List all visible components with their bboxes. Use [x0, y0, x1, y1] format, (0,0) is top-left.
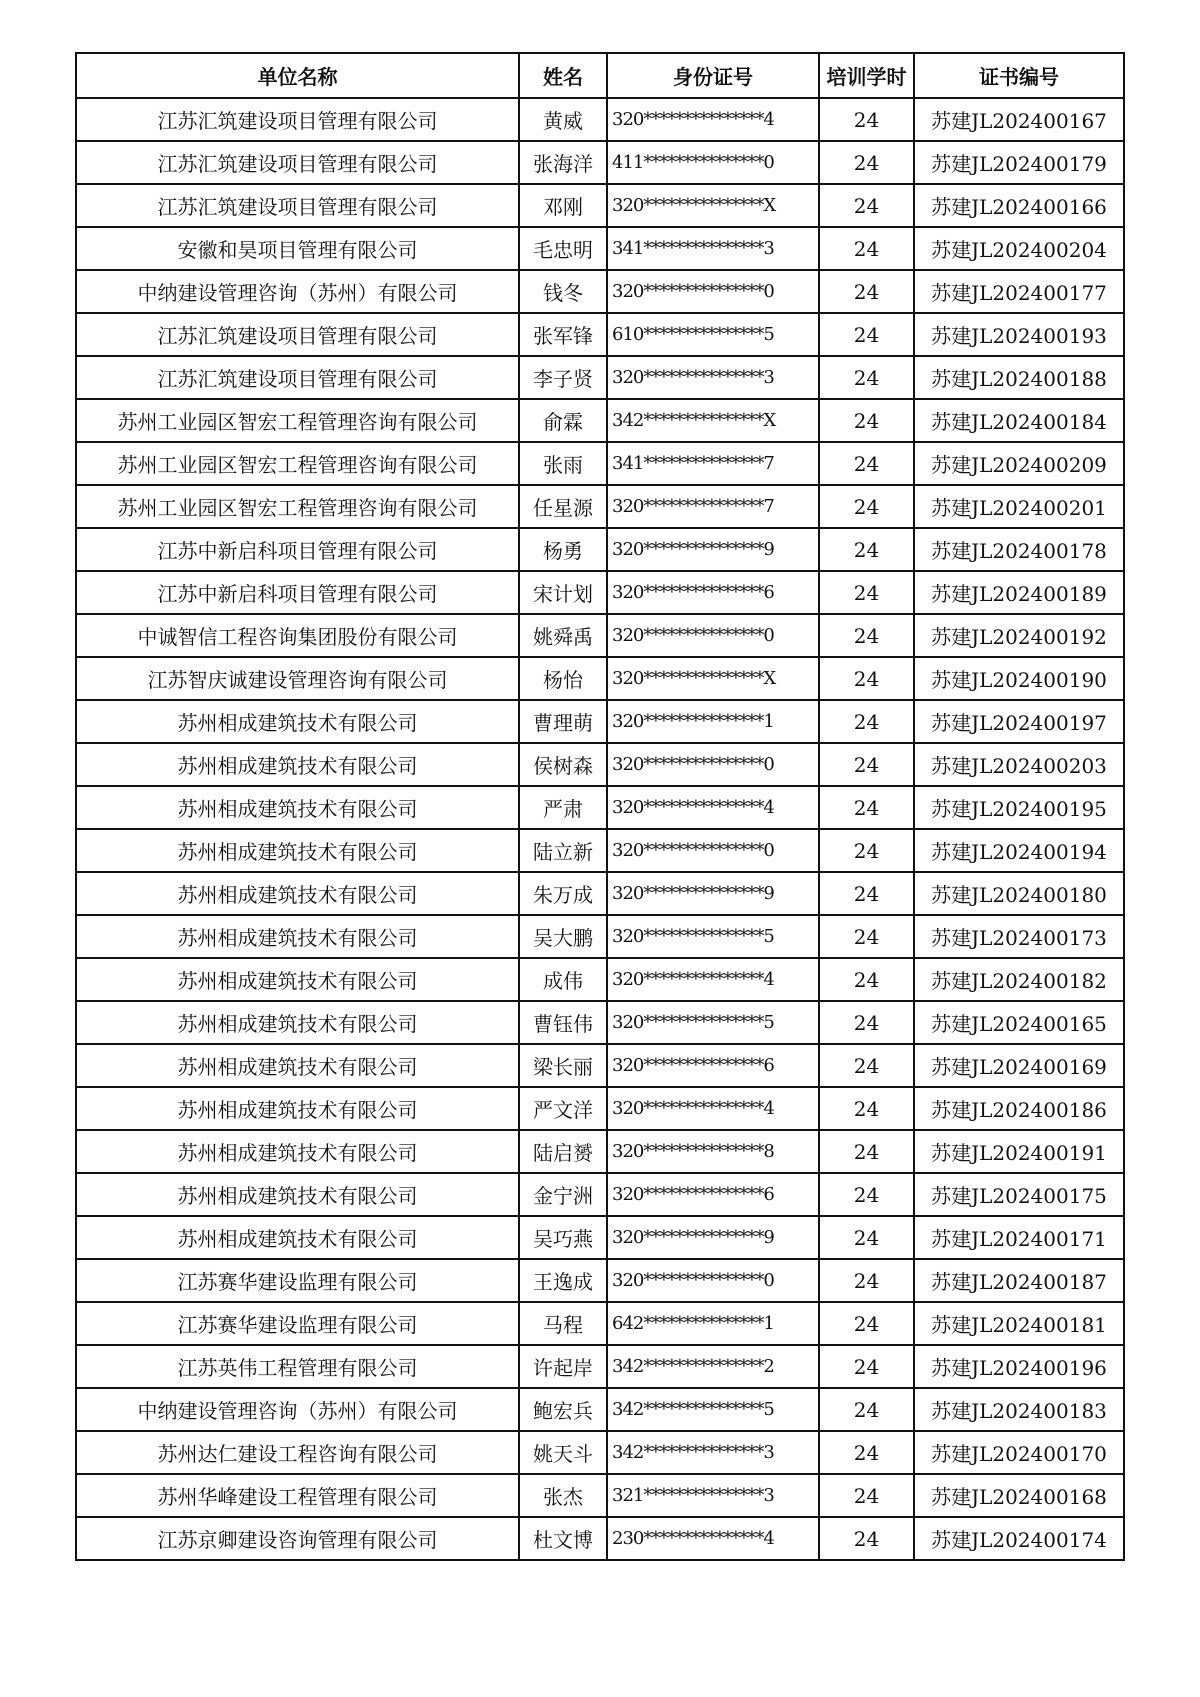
cell-id-number: 320***************0	[607, 829, 819, 872]
cell-training-hours: 24	[819, 1173, 914, 1216]
cell-certificate-number: 苏建JL202400195	[914, 786, 1124, 829]
table-row	[76, 571, 1124, 614]
cell-certificate-number: 苏建JL202400201	[914, 485, 1124, 528]
cell-name: 杨怡	[519, 657, 607, 700]
table-row	[76, 657, 1124, 700]
table-row	[76, 528, 1124, 571]
cell-company: 苏州相成建筑技术有限公司	[76, 1087, 519, 1130]
cell-training-hours: 24	[819, 571, 914, 614]
cell-id-number: 320***************6	[607, 1173, 819, 1216]
table-body	[76, 98, 1124, 1560]
table-row	[76, 485, 1124, 528]
cell-id-number: 320***************X	[607, 657, 819, 700]
cell-company: 苏州相成建筑技术有限公司	[76, 1130, 519, 1173]
cell-company: 安徽和昊项目管理有限公司	[76, 227, 519, 270]
cell-company: 苏州相成建筑技术有限公司	[76, 1173, 519, 1216]
table-row	[76, 141, 1124, 184]
cell-certificate-number: 苏建JL202400170	[914, 1431, 1124, 1474]
table-row	[76, 1001, 1124, 1044]
cell-training-hours: 24	[819, 1044, 914, 1087]
cell-certificate-number: 苏建JL202400209	[914, 442, 1124, 485]
cell-id-number: 320***************1	[607, 700, 819, 743]
cell-name: 侯树森	[519, 743, 607, 786]
table-header	[76, 53, 1124, 98]
cell-id-number: 320***************6	[607, 571, 819, 614]
table-row	[76, 614, 1124, 657]
cell-training-hours: 24	[819, 786, 914, 829]
cell-company: 苏州相成建筑技术有限公司	[76, 743, 519, 786]
table-row	[76, 743, 1124, 786]
cell-certificate-number: 苏建JL202400192	[914, 614, 1124, 657]
cell-certificate-number: 苏建JL202400190	[914, 657, 1124, 700]
cell-name: 李子贤	[519, 356, 607, 399]
cell-training-hours: 24	[819, 1001, 914, 1044]
cell-certificate-number: 苏建JL202400177	[914, 270, 1124, 313]
header-row	[76, 53, 1124, 98]
cell-company: 苏州相成建筑技术有限公司	[76, 915, 519, 958]
cell-training-hours: 24	[819, 485, 914, 528]
cell-training-hours: 24	[819, 442, 914, 485]
cell-certificate-number: 苏建JL202400179	[914, 141, 1124, 184]
table-row	[76, 1259, 1124, 1302]
cell-name: 毛忠明	[519, 227, 607, 270]
header-training-hours: 培训学时	[819, 53, 914, 98]
cell-name: 严文洋	[519, 1087, 607, 1130]
cell-certificate-number: 苏建JL202400168	[914, 1474, 1124, 1517]
cell-name: 金宁洲	[519, 1173, 607, 1216]
cell-company: 苏州工业园区智宏工程管理咨询有限公司	[76, 485, 519, 528]
header-company: 单位名称	[76, 53, 519, 98]
cell-name: 张军锋	[519, 313, 607, 356]
cell-company: 中诚智信工程咨询集团股份有限公司	[76, 614, 519, 657]
cell-certificate-number: 苏建JL202400171	[914, 1216, 1124, 1259]
table-row	[76, 1216, 1124, 1259]
cell-company: 苏州相成建筑技术有限公司	[76, 958, 519, 1001]
table-row	[76, 1302, 1124, 1345]
cell-name: 宋计划	[519, 571, 607, 614]
cell-training-hours: 24	[819, 1431, 914, 1474]
cell-id-number: 342***************X	[607, 399, 819, 442]
cell-id-number: 610***************5	[607, 313, 819, 356]
table-row	[76, 1388, 1124, 1431]
cell-training-hours: 24	[819, 657, 914, 700]
cell-training-hours: 24	[819, 1259, 914, 1302]
cell-certificate-number: 苏建JL202400166	[914, 184, 1124, 227]
cell-certificate-number: 苏建JL202400188	[914, 356, 1124, 399]
cell-training-hours: 24	[819, 1517, 914, 1560]
cell-company: 苏州相成建筑技术有限公司	[76, 872, 519, 915]
cell-name: 张杰	[519, 1474, 607, 1517]
table-row	[76, 227, 1124, 270]
cell-id-number: 320***************X	[607, 184, 819, 227]
cell-name: 钱冬	[519, 270, 607, 313]
cell-name: 姚舜禹	[519, 614, 607, 657]
cell-name: 邓刚	[519, 184, 607, 227]
cell-company: 中纳建设管理咨询（苏州）有限公司	[76, 270, 519, 313]
cell-training-hours: 24	[819, 1345, 914, 1388]
cell-id-number: 320***************5	[607, 1001, 819, 1044]
cell-id-number: 320***************0	[607, 614, 819, 657]
cell-training-hours: 24	[819, 399, 914, 442]
cell-training-hours: 24	[819, 227, 914, 270]
cell-company: 江苏智庆诚建设管理咨询有限公司	[76, 657, 519, 700]
cell-certificate-number: 苏建JL202400174	[914, 1517, 1124, 1560]
cell-certificate-number: 苏建JL202400187	[914, 1259, 1124, 1302]
table-row	[76, 1345, 1124, 1388]
table-row	[76, 270, 1124, 313]
cell-company: 江苏中新启科项目管理有限公司	[76, 528, 519, 571]
table-row	[76, 915, 1124, 958]
cell-id-number: 320***************5	[607, 915, 819, 958]
cell-training-hours: 24	[819, 184, 914, 227]
cell-id-number: 342***************3	[607, 1431, 819, 1474]
header-certificate-number: 证书编号	[914, 53, 1124, 98]
cell-id-number: 320***************6	[607, 1044, 819, 1087]
cell-name: 陆启赟	[519, 1130, 607, 1173]
cell-name: 王逸成	[519, 1259, 607, 1302]
cell-id-number: 342***************5	[607, 1388, 819, 1431]
cell-company: 江苏英伟工程管理有限公司	[76, 1345, 519, 1388]
table-row	[76, 1130, 1124, 1173]
cell-id-number: 320***************3	[607, 356, 819, 399]
cell-name: 黄威	[519, 98, 607, 141]
cell-certificate-number: 苏建JL202400167	[914, 98, 1124, 141]
cell-name: 吴巧燕	[519, 1216, 607, 1259]
cell-company: 江苏汇筑建设项目管理有限公司	[76, 98, 519, 141]
cell-training-hours: 24	[819, 1130, 914, 1173]
cell-certificate-number: 苏建JL202400169	[914, 1044, 1124, 1087]
cell-certificate-number: 苏建JL202400178	[914, 528, 1124, 571]
cell-company: 江苏中新启科项目管理有限公司	[76, 571, 519, 614]
header-name: 姓名	[519, 53, 607, 98]
cell-id-number: 321***************3	[607, 1474, 819, 1517]
cell-certificate-number: 苏建JL202400173	[914, 915, 1124, 958]
cell-certificate-number: 苏建JL202400183	[914, 1388, 1124, 1431]
cell-company: 苏州相成建筑技术有限公司	[76, 1216, 519, 1259]
cell-certificate-number: 苏建JL202400189	[914, 571, 1124, 614]
cell-company: 苏州达仁建设工程咨询有限公司	[76, 1431, 519, 1474]
cell-id-number: 320***************9	[607, 872, 819, 915]
table-row	[76, 184, 1124, 227]
header-id-number: 身份证号	[607, 53, 819, 98]
cell-company: 苏州工业园区智宏工程管理咨询有限公司	[76, 442, 519, 485]
cell-id-number: 341***************3	[607, 227, 819, 270]
cell-id-number: 320***************8	[607, 1130, 819, 1173]
table-row	[76, 1474, 1124, 1517]
cell-certificate-number: 苏建JL202400181	[914, 1302, 1124, 1345]
cell-id-number: 320***************7	[607, 485, 819, 528]
cell-name: 成伟	[519, 958, 607, 1001]
table-row	[76, 313, 1124, 356]
cell-name: 严肃	[519, 786, 607, 829]
cell-training-hours: 24	[819, 915, 914, 958]
cell-training-hours: 24	[819, 528, 914, 571]
cell-certificate-number: 苏建JL202400194	[914, 829, 1124, 872]
table-row	[76, 872, 1124, 915]
cell-name: 张海洋	[519, 141, 607, 184]
cell-certificate-number: 苏建JL202400175	[914, 1173, 1124, 1216]
table-row	[76, 356, 1124, 399]
cell-name: 许起岸	[519, 1345, 607, 1388]
cell-training-hours: 24	[819, 313, 914, 356]
cell-company: 苏州相成建筑技术有限公司	[76, 1044, 519, 1087]
cell-name: 陆立新	[519, 829, 607, 872]
cell-company: 江苏汇筑建设项目管理有限公司	[76, 356, 519, 399]
cell-company: 江苏赛华建设监理有限公司	[76, 1259, 519, 1302]
cell-name: 任星源	[519, 485, 607, 528]
cell-id-number: 642***************1	[607, 1302, 819, 1345]
cell-id-number: 320***************4	[607, 958, 819, 1001]
cell-id-number: 320***************0	[607, 270, 819, 313]
cell-training-hours: 24	[819, 700, 914, 743]
cell-training-hours: 24	[819, 98, 914, 141]
table-row	[76, 829, 1124, 872]
cell-company: 江苏汇筑建设项目管理有限公司	[76, 313, 519, 356]
cell-training-hours: 24	[819, 614, 914, 657]
cell-id-number: 320***************9	[607, 528, 819, 571]
cell-company: 江苏京卿建设咨询管理有限公司	[76, 1517, 519, 1560]
cell-id-number: 341***************7	[607, 442, 819, 485]
training-certificate-table	[75, 52, 1125, 1561]
cell-certificate-number: 苏建JL202400204	[914, 227, 1124, 270]
cell-certificate-number: 苏建JL202400184	[914, 399, 1124, 442]
cell-company: 苏州相成建筑技术有限公司	[76, 700, 519, 743]
cell-certificate-number: 苏建JL202400182	[914, 958, 1124, 1001]
cell-name: 姚天斗	[519, 1431, 607, 1474]
cell-company: 苏州相成建筑技术有限公司	[76, 1001, 519, 1044]
cell-company: 苏州相成建筑技术有限公司	[76, 829, 519, 872]
table-row	[76, 1173, 1124, 1216]
cell-company: 江苏赛华建设监理有限公司	[76, 1302, 519, 1345]
cell-name: 吴大鹏	[519, 915, 607, 958]
cell-id-number: 230***************4	[607, 1517, 819, 1560]
cell-certificate-number: 苏建JL202400203	[914, 743, 1124, 786]
cell-training-hours: 24	[819, 743, 914, 786]
cell-id-number: 411***************0	[607, 141, 819, 184]
cell-name: 朱万成	[519, 872, 607, 915]
cell-name: 曹理萌	[519, 700, 607, 743]
cell-certificate-number: 苏建JL202400165	[914, 1001, 1124, 1044]
cell-certificate-number: 苏建JL202400197	[914, 700, 1124, 743]
cell-training-hours: 24	[819, 872, 914, 915]
cell-id-number: 320***************0	[607, 743, 819, 786]
cell-training-hours: 24	[819, 1087, 914, 1130]
cell-training-hours: 24	[819, 356, 914, 399]
cell-name: 曹钰伟	[519, 1001, 607, 1044]
cell-name: 杨勇	[519, 528, 607, 571]
table-row	[76, 700, 1124, 743]
cell-training-hours: 24	[819, 270, 914, 313]
cell-training-hours: 24	[819, 829, 914, 872]
cell-name: 梁长丽	[519, 1044, 607, 1087]
cell-training-hours: 24	[819, 1216, 914, 1259]
table-row	[76, 1087, 1124, 1130]
cell-certificate-number: 苏建JL202400193	[914, 313, 1124, 356]
cell-id-number: 320***************4	[607, 98, 819, 141]
table-row	[76, 1517, 1124, 1560]
cell-id-number: 320***************4	[607, 786, 819, 829]
cell-training-hours: 24	[819, 1388, 914, 1431]
cell-company: 苏州工业园区智宏工程管理咨询有限公司	[76, 399, 519, 442]
cell-company: 苏州华峰建设工程管理有限公司	[76, 1474, 519, 1517]
cell-id-number: 342***************2	[607, 1345, 819, 1388]
cell-certificate-number: 苏建JL202400196	[914, 1345, 1124, 1388]
cell-name: 鲍宏兵	[519, 1388, 607, 1431]
cell-company: 江苏汇筑建设项目管理有限公司	[76, 141, 519, 184]
cell-training-hours: 24	[819, 958, 914, 1001]
cell-name: 张雨	[519, 442, 607, 485]
document-page	[75, 52, 1123, 1561]
cell-id-number: 320***************9	[607, 1216, 819, 1259]
cell-training-hours: 24	[819, 141, 914, 184]
cell-certificate-number: 苏建JL202400191	[914, 1130, 1124, 1173]
cell-certificate-number: 苏建JL202400186	[914, 1087, 1124, 1130]
cell-id-number: 320***************4	[607, 1087, 819, 1130]
cell-company: 江苏汇筑建设项目管理有限公司	[76, 184, 519, 227]
table-row	[76, 98, 1124, 141]
cell-company: 中纳建设管理咨询（苏州）有限公司	[76, 1388, 519, 1431]
cell-name: 杜文博	[519, 1517, 607, 1560]
cell-company: 苏州相成建筑技术有限公司	[76, 786, 519, 829]
table-row	[76, 958, 1124, 1001]
table-row	[76, 1044, 1124, 1087]
table-row	[76, 786, 1124, 829]
cell-certificate-number: 苏建JL202400180	[914, 872, 1124, 915]
table-row	[76, 399, 1124, 442]
cell-training-hours: 24	[819, 1302, 914, 1345]
cell-name: 俞霖	[519, 399, 607, 442]
cell-id-number: 320***************0	[607, 1259, 819, 1302]
table-row	[76, 1431, 1124, 1474]
cell-name: 马程	[519, 1302, 607, 1345]
table-row	[76, 442, 1124, 485]
cell-training-hours: 24	[819, 1474, 914, 1517]
